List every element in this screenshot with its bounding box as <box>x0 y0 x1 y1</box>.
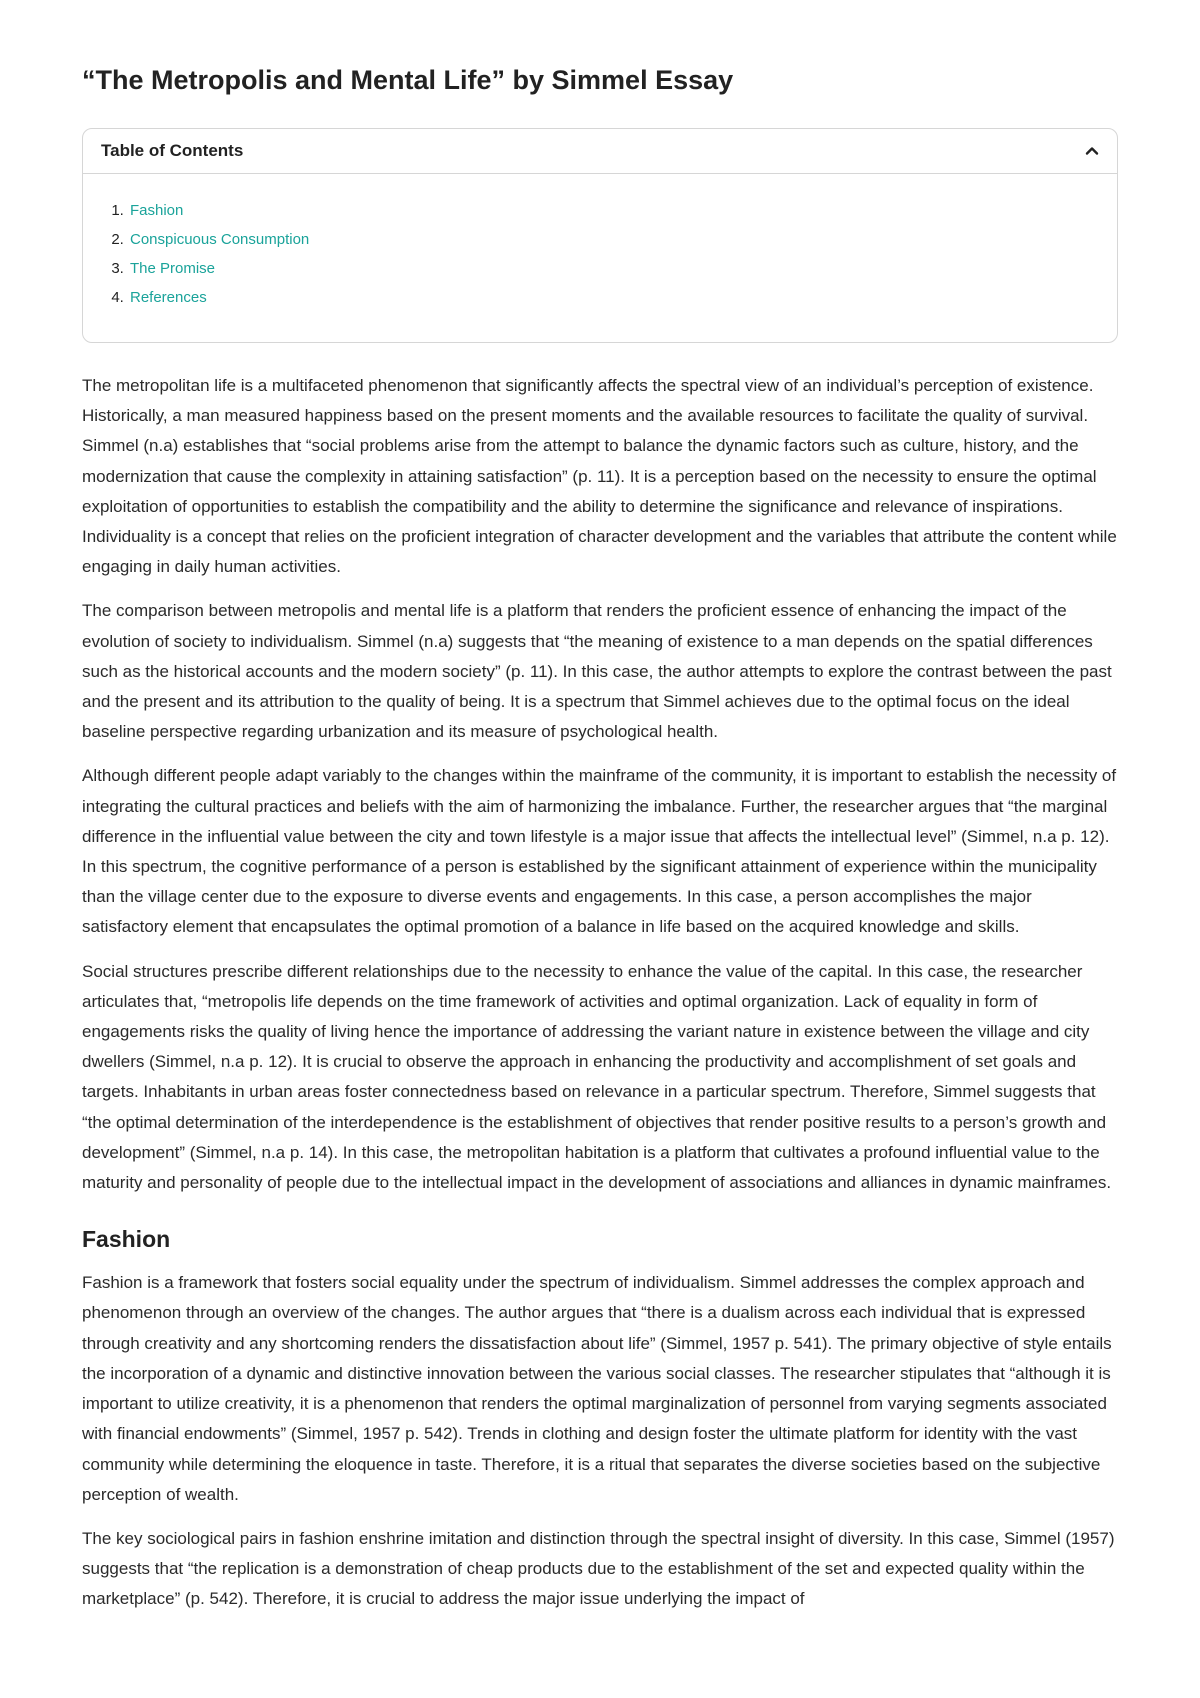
body-paragraph: Fashion is a framework that fosters social equality under the spectrum of individualism. Simmel addresses the complex approach and phenomenon through an overview of the changes. The author argues that “there is a dualism across each individual that is expressed through creativity and any shortcoming renders the dissatisfaction about life” (Simmel, 1957 p. 541). The primary objective of style entails the incorporation of a dynamic and distinctive innovation between the various social classes. The researcher stipulates that “although it is important to utilize creativity, it is a phenomenon that renders the optimal marginalization of personnel from varying segments associated with financial endowments” (Simmel, 1957 p. 542). Trends in clothing and design foster the ultimate platform for identity with the vast community while determining the eloquence in taste. Therefore, it is a ritual that separates the diverse societies based on the subjective perception of wealth. <box>82 1273 1112 1504</box>
body-paragraph: The key sociological pairs in fashion enshrine imitation and distinction through the spectral insight of diversity. In this case, Simmel (1957) suggests that “the replication is a demonstration of cheap products due to the establishment of the set and expected quality within the marketplace” (p. 542). Therefore, it is crucial to address the major issue underlying the impact of <box>82 1528 1115 1609</box>
section-heading-fashion: Fashion <box>82 1226 171 1253</box>
body-paragraph: Although different people adapt variably to the changes within the mainframe of the community, it is important to establish the necessity of integrating the cultural practices and beliefs with the aim of harmonizing the imbalance. Further, the researcher argues that “the marginal difference in the influential value between the city and town lifestyle is a major issue that affects the intellectual level” (Simmel, n.a p. 12). In this spectrum, the cognitive performance of a person is established by the significant attainment of experience within the municipality than the village center due to the exposure to diverse events and engagements. In this case, a person accomplishes the major satisfactory element that encapsulates the optimal promotion of a balance in life based on the acquired knowledge and skills. <box>82 766 1117 937</box>
body-paragraph: The comparison between metropolis and mental life is a platform that renders the proficient essence of enhancing the impact of the evolution of society to individualism. Simmel (n.a) suggests that “the meaning of existence to a man depends on the spatial differences such as the historical accounts and the modern society” (p. 11). In this case, the author attempts to explore the contrast between the past and the present and its attribution to the quality of being. It is a spectrum that Simmel achieves due to the optimal focus on the ideal baseline perspective regarding urbanization and its measure of psychological health. <box>82 601 1112 742</box>
toc-item <box>128 200 1117 229</box>
toc-title: Table of Contents <box>101 141 244 160</box>
toc-item <box>128 258 1117 287</box>
toc-link-the-promise[interactable]: The Promise <box>130 260 216 277</box>
body-paragraph: The metropolitan life is a multifaceted phenomenon that significantly affects the spectral view of an individual’s perception of existence. Historically, a man measured happiness based on the present moments and the available resources to facilitate the quality of survival. Simmel (n.a) establishes that “social problems arise from the attempt to balance the dynamic factors such as culture, history, and the modernization that cause the complexity in attaining satisfaction” (p. 11). It is a perception based on the necessity to ensure the optimal exploitation of opportunities to establish the compatibility and the ability to determine the significance and relevance of inspirations. Individuality is a concept that relies on the proficient integration of character development and the variables that attribute the content while engaging in daily human activities. <box>82 376 1117 577</box>
toc-item <box>128 287 1117 316</box>
chevron-up-icon[interactable] <box>1083 142 1101 160</box>
essay-body <box>82 371 1118 1615</box>
toc-link-references[interactable]: References <box>130 289 207 306</box>
toc-header-toggle[interactable] <box>83 129 1117 174</box>
body-paragraph: Social structures prescribe different relationships due to the necessity to enhance the value of the capital. In this case, the researcher articulates that, “metropolis life depends on the time framework of activities and optimal organization. Lack of equality in form of engagements risks the quality of living hence the importance of addressing the variant nature in existence between the village and city dwellers (Simmel, n.a p. 12). It is crucial to observe the approach in enhancing the productivity and accomplishment of set goals and targets. Inhabitants in urban areas foster connectedness based on relevance in a particular spectrum. Therefore, Simmel suggests that “the optimal determination of the interdependence is the establishment of objectives that render positive results to a person’s growth and development” (Simmel, n.a p. 14). In this case, the metropolitan habitation is a platform that cultivates a profound influential value to the maturity and personality of people due to the intellectual impact in the development of associations and alliances in dynamic mainframes. <box>82 961 1112 1193</box>
toc-link-fashion[interactable]: Fashion <box>130 202 184 219</box>
table-of-contents <box>82 128 1118 343</box>
toc-link-conspicuous-consumption[interactable]: Conspicuous Consumption <box>130 231 310 248</box>
toc-item <box>128 229 1117 258</box>
toc-list <box>83 174 1117 316</box>
page-title: “The Metropolis and Mental Life” by Simmel Essay <box>82 65 734 95</box>
